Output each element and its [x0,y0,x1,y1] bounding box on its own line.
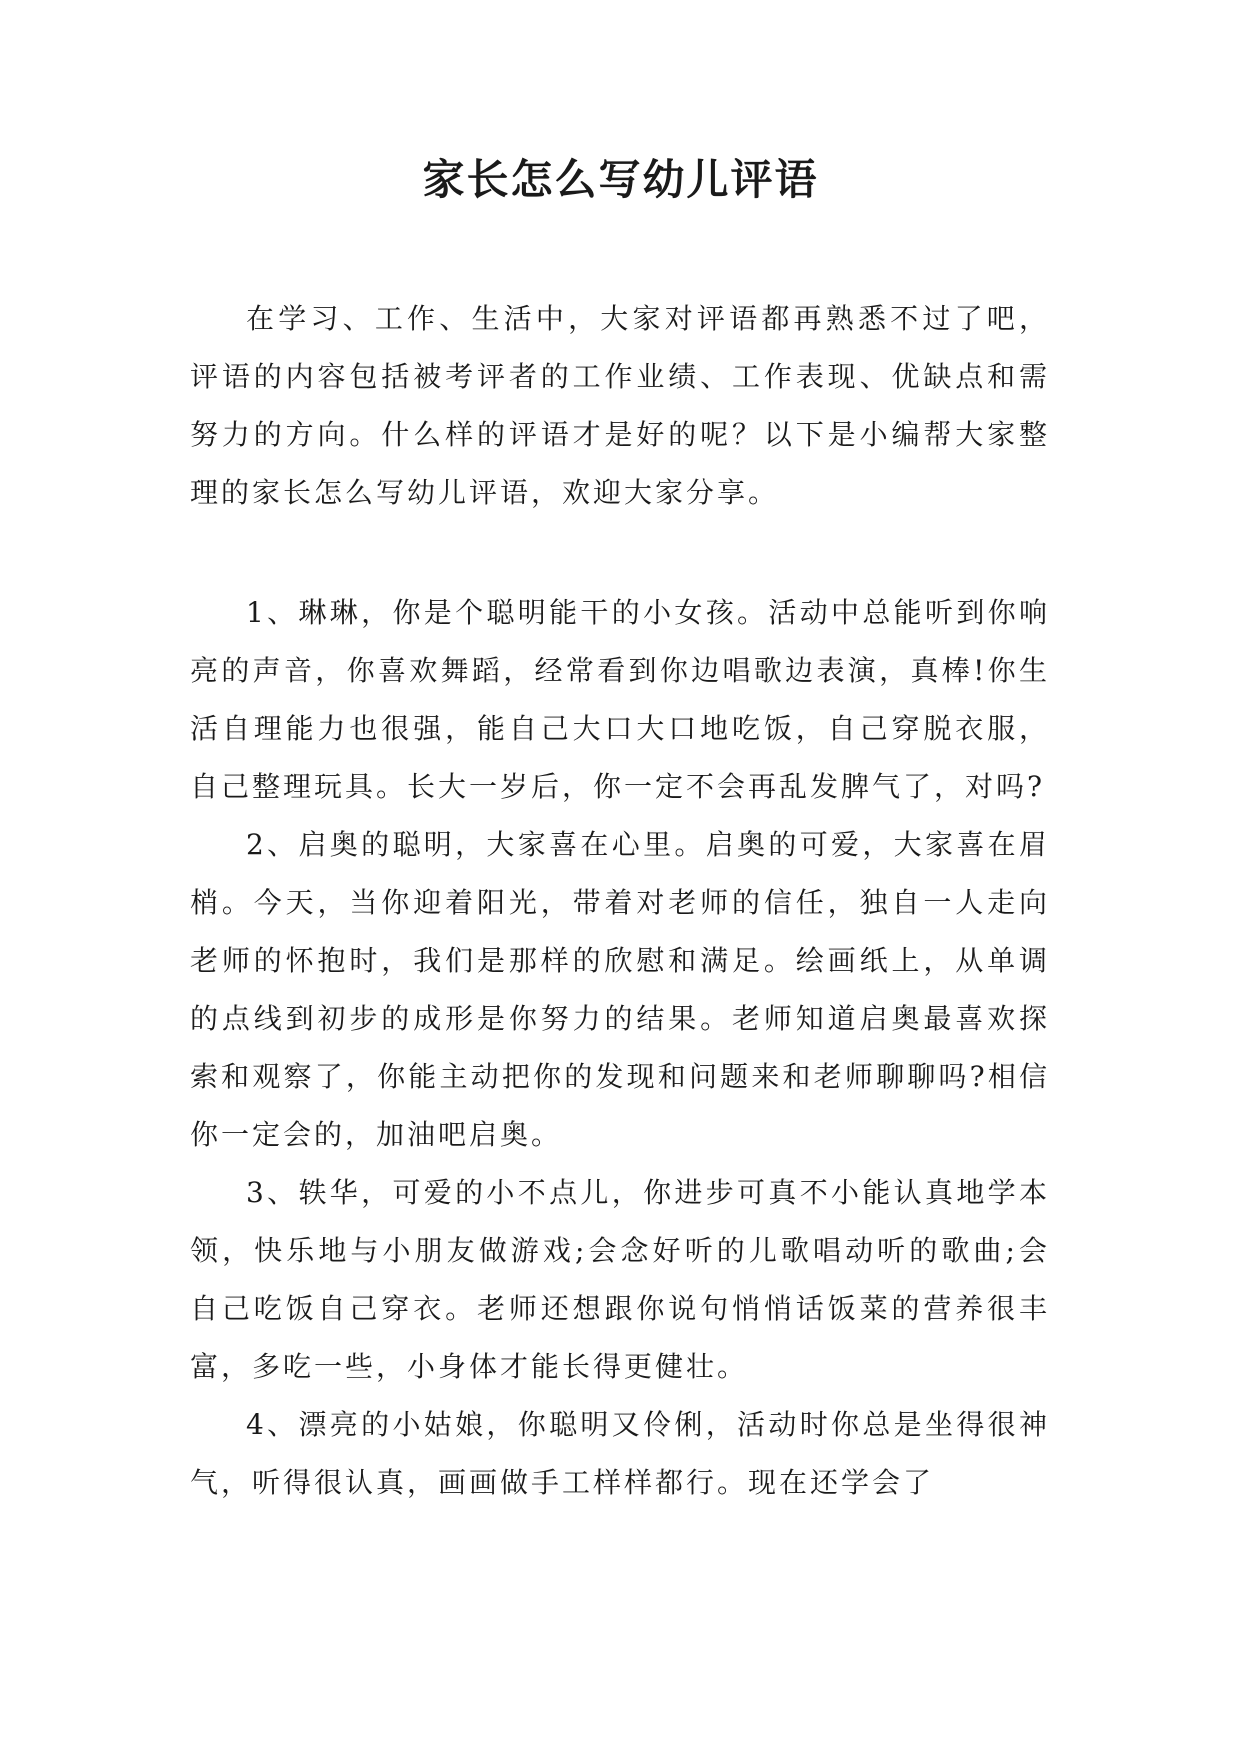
comment-paragraph-3: 3、轶华，可爱的小不点儿，你进步可真不小能认真地学本领，快乐地与小朋友做游戏;会念好听的儿歌唱动听的歌曲;会自己吃饭自己穿衣。老师还想跟你说句悄悄话饭菜的营养很丰富，多吃一些，小身体才能长得更健壮。 [190,1176,1050,1383]
document-body [190,290,1050,1512]
comment-paragraph-4: 4、漂亮的小姑娘，你聪明又伶俐，活动时你总是坐得很神气，听得很认真，画画做手工样样都行。现在还学会了 [190,1408,1050,1499]
intro-paragraph: 在学习、工作、生活中，大家对评语都再熟悉不过了吧，评语的内容包括被考评者的工作业绩、工作表现、优缺点和需努力的方向。什么样的评语才是好的呢？以下是小编帮大家整理的家长怎么写幼儿评语，欢迎大家分享。 [190,302,1050,509]
comment-paragraph-2: 2、启奥的聪明，大家喜在心里。启奥的可爱，大家喜在眉梢。今天，当你迎着阳光，带着对老师的信任，独自一人走向老师的怀抱时，我们是那样的欣慰和满足。绘画纸上，从单调的点线到初步的成形是你努力的结果。老师知道启奥最喜欢探索和观察了，你能主动把你的发现和问题来和老师聊聊吗?相信你一定会的，加油吧启奥。 [190,828,1050,1151]
document-title: 家长怎么写幼儿评语 [422,155,819,204]
comment-paragraph-1: 1、琳琳，你是个聪明能干的小女孩。活动中总能听到你响亮的声音，你喜欢舞蹈，经常看到你边唱歌边表演，真棒!你生活自理能力也很强，能自己大口大口地吃饭，自己穿脱衣服，自己整理玩具。长大一岁后，你一定不会再乱发脾气了，对吗? [190,596,1050,803]
